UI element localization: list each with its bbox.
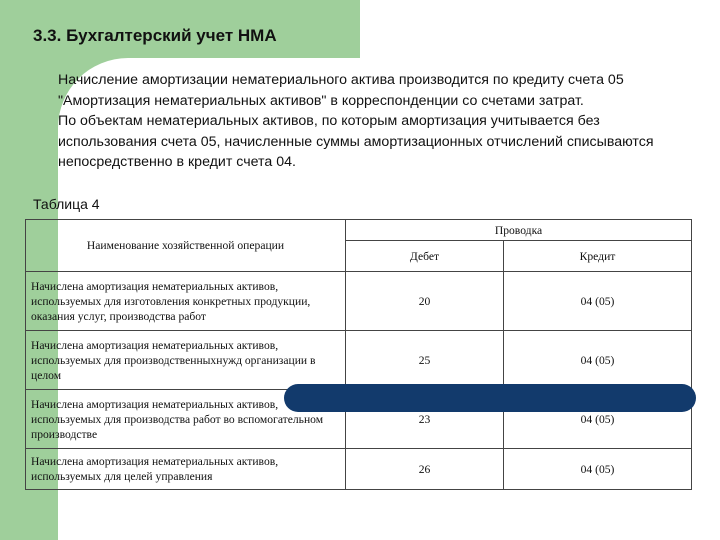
body-text <box>28 70 692 173</box>
header-debit: Дебет <box>346 241 504 272</box>
operations-table <box>25 219 692 490</box>
credit-cell: 04 (05) <box>504 390 692 449</box>
paragraph-1: Начисление амортизации нематериального актива производится по кредиту счета 05 "Амортизация нематериальных активов" в корреспонденции со счетами затрат. <box>58 72 624 109</box>
debit-cell: 25 <box>346 331 504 390</box>
table-row <box>26 331 692 390</box>
debit-cell: 26 <box>346 449 504 490</box>
operation-cell: Начислена амортизация нематериальных активов, используемых для целей управления <box>26 449 346 490</box>
decorative-blue-bar <box>284 384 696 412</box>
slide-title: 3.3. Бухгалтерский учет НМА <box>33 26 277 45</box>
header-posting: Проводка <box>346 220 692 241</box>
credit-cell: 04 (05) <box>504 449 692 490</box>
debit-cell: 23 <box>346 390 504 449</box>
operation-cell: Начислена амортизация нематериальных активов, используемых для изготовления конкретных продукции, оказания услуг, производства работ <box>26 272 346 331</box>
paragraph-2: По объектам нематериальных активов, по которым амортизация учитывается без использования счета 05, начисленные суммы амортизационных отчислений списываются непосредственно в кредит счета 04. <box>58 113 654 170</box>
header-credit: Кредит <box>504 241 692 272</box>
credit-cell: 04 (05) <box>504 331 692 390</box>
debit-cell: 20 <box>346 272 504 331</box>
operation-cell: Начислена амортизация нематериальных активов, используемых для производства работ во вспомогательном производстве <box>26 390 346 449</box>
table-row <box>26 272 692 331</box>
credit-cell: 04 (05) <box>504 272 692 331</box>
header-operation: Наименование хозяйственной операции <box>26 220 346 272</box>
table-caption: Таблица 4 <box>33 196 100 212</box>
table-header-row <box>26 220 692 241</box>
operation-cell: Начислена амортизация нематериальных активов, используемых для производственныхнужд организации в целом <box>26 331 346 390</box>
table-row <box>26 449 692 490</box>
